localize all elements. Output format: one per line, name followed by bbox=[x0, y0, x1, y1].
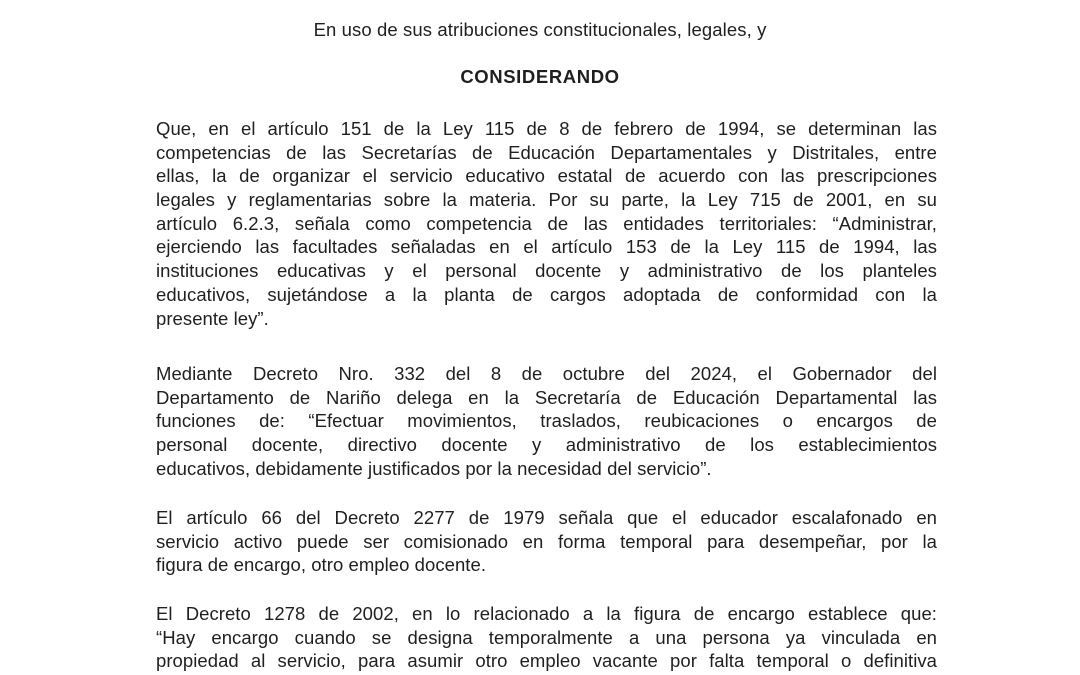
intro-line: En uso de sus atribuciones constitucionales, legales, y bbox=[313, 19, 767, 40]
paragraph-line: “Hay encargo cuando se designa temporalmente a una persona ya vinculada en bbox=[156, 626, 937, 648]
paragraph-line: competencias de las Secretarías de Educación Departamentales y Distritales, entre bbox=[156, 141, 937, 163]
paragraph-line: educativos, sujetándose a la planta de cargos adoptada de conformidad con la bbox=[156, 283, 937, 305]
paragraph-line: legales y reglamentarias sobre la materia. Por su parte, la Ley 715 de 2001, en su bbox=[156, 189, 937, 211]
paragraph-line: ellas, la de organizar el servicio educativo estatal de acuerdo con las prescripciones bbox=[156, 165, 937, 187]
paragraph-line: Que, en el artículo 151 de la Ley 115 de 8 de febrero de 1994, se determinan las bbox=[156, 118, 937, 139]
paragraph-ley-115 bbox=[156, 117, 937, 330]
paragraph-line: propiedad al servicio, para asumir otro empleo vacante por falta temporal o definitiva bbox=[156, 650, 937, 672]
paragraph-line: Mediante Decreto Nro. 332 del 8 de octubre del 2024, el Gobernador del bbox=[156, 363, 937, 384]
paragraph-line: instituciones educativas y el personal docente y administrativo de los planteles bbox=[156, 260, 937, 282]
paragraph-line: El Decreto 1278 de 2002, en lo relacionado a la figura de encargo establece que: bbox=[156, 603, 937, 624]
paragraph-line: funciones de: “Efectuar movimientos, traslados, reubicaciones o encargos de bbox=[156, 410, 937, 432]
paragraph-line: Departamento de Nariño delega en la Secretaría de Educación Departamental las bbox=[156, 386, 937, 408]
paragraph-line: artículo 6.2.3, señala como competencia de las entidades territoriales: “Administrar, bbox=[156, 212, 937, 234]
paragraph-decreto-1278 bbox=[156, 602, 937, 673]
paragraph-line: personal docente, directivo docente y administrativo de los establecimientos bbox=[156, 434, 937, 456]
paragraph-line: El artículo 66 del Decreto 2277 de 1979 señala que el educador escalafonado en bbox=[156, 507, 937, 528]
paragraph-decreto-332 bbox=[156, 362, 937, 480]
paragraph-line: servicio activo puede ser comisionado en forma temporal para desempeñar, por la bbox=[156, 530, 937, 552]
paragraph-line: presente ley”. bbox=[156, 307, 269, 329]
paragraph-line: figura de encargo, otro empleo docente. bbox=[156, 554, 487, 576]
paragraph-line: educativos, debidamente justificados por la necesidad del servicio”. bbox=[156, 457, 712, 479]
section-heading: CONSIDERANDO bbox=[460, 66, 620, 87]
paragraph-line: ejerciendo las facultades señaladas en el artículo 153 de la Ley 115 de 1994, las bbox=[156, 236, 937, 258]
paragraph-decreto-2277 bbox=[156, 506, 937, 577]
